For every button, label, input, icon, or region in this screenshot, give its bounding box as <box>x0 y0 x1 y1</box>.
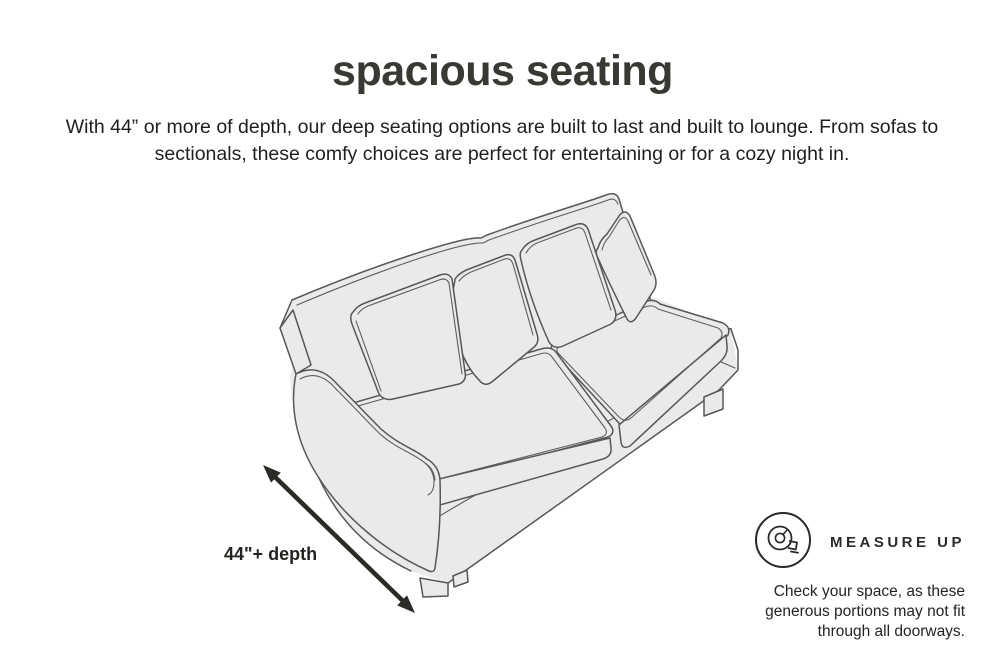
intro-paragraph: With 44” or more of depth, our deep seating options are built to last and built to lounge. From sofas to sectionals, these comfy choices are perfect for entertaining or for a cozy night in. <box>65 116 939 165</box>
measure-up-note: Check your space, as these generous portions may not fit through all doorways. <box>765 583 965 640</box>
measure-up-heading: MEASURE UP <box>829 534 965 551</box>
dimension-label: 44"+ depth <box>224 544 318 564</box>
tape-measure-icon <box>752 509 814 576</box>
measure-up-header <box>752 509 965 576</box>
measure-up-section <box>725 509 965 642</box>
page-title: spacious seating <box>332 47 673 95</box>
